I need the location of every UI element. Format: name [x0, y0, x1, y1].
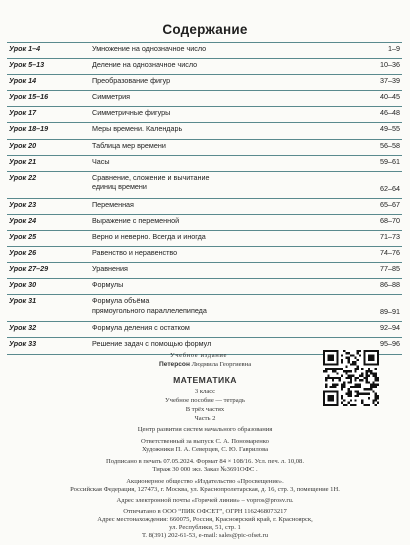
order-info: Тираж 30 000 экз. Заказ №3691ОФС .	[152, 466, 258, 473]
toc-topic-line: Таблица мер времени	[92, 140, 166, 150]
toc-lesson: Урок 24	[9, 215, 37, 225]
toc-row	[7, 155, 402, 171]
toc-topic	[92, 323, 345, 332]
toc-topic	[92, 141, 345, 150]
toc-topic	[92, 60, 345, 69]
toc-topic	[92, 200, 345, 209]
grade: 3 класс	[194, 388, 216, 395]
edition-label: Учебное издание	[170, 352, 228, 359]
toc-topic-line: Переменная	[92, 199, 134, 209]
toc-topic-line: Верно и неверно. Всегда и иногда	[92, 231, 206, 241]
toc-lesson: Урок 5–13	[9, 60, 45, 70]
qr-code	[323, 350, 379, 406]
toc-pages	[345, 248, 402, 257]
toc-lesson: Урок 1–4	[9, 44, 41, 53]
toc-row	[7, 90, 402, 106]
toc-pages-text: 56–58	[380, 140, 400, 150]
toc-row	[7, 139, 402, 155]
toc-lesson: Урок 14	[9, 76, 37, 86]
toc-pages-text: 89–91	[380, 307, 400, 317]
printer-street: ул. Республики, 51, стр. 1	[169, 524, 241, 531]
toc-lesson: Урок 26	[9, 248, 37, 258]
hotline: Адрес электронной почты «Горячей линии» – vopros@prosv.ru.	[116, 497, 294, 504]
toc-topic	[92, 248, 345, 257]
toc-pages-text: 68–70	[380, 215, 400, 225]
toc-topic-line: Уравнения	[92, 264, 128, 274]
toc-topic-line: Преобразование фигур	[92, 76, 171, 86]
toc-pages-text: 59–61	[380, 156, 400, 166]
toc-topic	[92, 232, 345, 241]
toc-pages	[345, 232, 402, 241]
toc-pages	[345, 323, 402, 332]
toc-topic	[92, 108, 345, 117]
toc-pages	[345, 92, 402, 101]
toc-pages-text: 49–55	[380, 124, 400, 134]
toc-lesson: Урок 21	[9, 156, 37, 166]
toc-row	[7, 230, 402, 246]
toc-lesson: Урок 23	[9, 199, 37, 209]
toc-topic-line: Сравнение, сложение и вычитание	[92, 172, 210, 182]
toc-lesson: Урок 27–29	[9, 264, 49, 274]
toc-topic	[92, 264, 345, 273]
toc-topic-line: Деление на однозначное число	[92, 60, 198, 70]
toc-row	[7, 74, 402, 90]
author-surname: Петерсон	[159, 361, 190, 368]
toc-topic-line: Равенство и неравенство	[92, 248, 178, 258]
toc-lesson: Урок 17	[9, 108, 37, 118]
toc-pages-text: 46–48	[380, 108, 400, 118]
toc-topic	[92, 216, 345, 225]
toc-topic	[92, 296, 345, 314]
printer-location: Адрес местонахождения: 660075, Россия, Красноярский край, г. Красноярск,	[97, 516, 313, 523]
toc-pages-text: 65–67	[380, 199, 400, 209]
toc-topic-line: Часы	[92, 156, 110, 166]
toc-topic-line: Меры времени. Календарь	[92, 124, 183, 134]
artists: Художники П. А. Северцев, С. Ю. Гаврилова	[141, 446, 269, 453]
book-type: Учебное пособие — тетрадь	[164, 397, 246, 404]
print-info: Подписано в печать 07.05.2024. Формат 84 × 108/16. Усл. печ. л. 10,08.	[105, 458, 305, 465]
toc-pages-text: 40–45	[380, 92, 400, 102]
toc-topic-line: Симметрия	[92, 92, 131, 102]
toc-pages-text: 10–36	[380, 60, 400, 70]
toc-topic-line: Формула деления с остатком	[92, 323, 190, 333]
toc-row	[7, 58, 402, 74]
toc-pages	[345, 124, 402, 133]
toc-row	[7, 278, 402, 294]
parts-count: В трёх частях	[185, 406, 225, 413]
toc-topic	[92, 124, 345, 133]
toc-pages	[345, 60, 402, 69]
toc-lesson: Урок 33	[9, 339, 37, 349]
toc-lesson: Урок 25	[9, 231, 37, 241]
toc-lesson: Урок 30	[9, 280, 37, 290]
toc-pages-text: 77–85	[380, 264, 400, 274]
toc-pages	[345, 264, 402, 273]
toc-lesson: Урок 22	[9, 172, 37, 182]
toc-topic	[92, 92, 345, 101]
printer-phone: Т. 8(391) 202-61-53, e-mail: sales@pic-ofset.ru	[141, 532, 269, 539]
toc-topic-line: Решение задач с помощью формул	[92, 339, 212, 349]
toc-pages	[345, 280, 402, 289]
toc-pages	[345, 216, 402, 225]
toc-pages	[345, 108, 402, 117]
toc-lesson: Урок 18–19	[9, 124, 49, 134]
book-title: МАТЕМАТИКА	[173, 375, 237, 385]
toc-lesson: Урок 20	[9, 140, 37, 150]
publisher-address: Российская Федерация, 127473, г. Москва, ул. Краснопролетарская, д. 16, стр. 3, помещение 1Н.	[70, 486, 340, 493]
toc-pages	[345, 173, 402, 193]
toc-pages	[345, 296, 402, 316]
toc-lesson: Урок 15–16	[9, 92, 49, 102]
toc-row	[7, 171, 402, 198]
toc-topic-line: Умножение на однозначное число	[92, 44, 207, 53]
toc-row	[7, 262, 402, 278]
part-number: Часть 2	[194, 415, 216, 422]
toc-pages	[345, 339, 402, 348]
toc-row	[7, 321, 402, 337]
toc-pages-text: 74–76	[380, 248, 400, 258]
toc-lesson: Урок 31	[9, 296, 37, 306]
toc-row	[7, 198, 402, 214]
toc-topic	[92, 76, 345, 85]
toc-pages-text: 86–88	[380, 280, 400, 290]
toc-pages	[345, 200, 402, 209]
toc-pages-text: 95–96	[380, 339, 400, 349]
publisher: Акционерное общество «Издательство «Просвещение».	[126, 478, 284, 485]
toc-topic	[92, 157, 345, 166]
toc-topic-line: Формулы	[92, 280, 124, 290]
toc-row	[7, 214, 402, 230]
toc-row	[7, 246, 402, 262]
toc-topic	[92, 339, 345, 348]
toc-topic	[92, 280, 345, 289]
toc-topic	[92, 44, 345, 53]
toc-pages-text: 62–64	[380, 183, 400, 193]
toc-row	[7, 42, 402, 58]
toc-topic-line: Формула объёма	[92, 296, 150, 306]
toc-pages-text: 37–39	[380, 76, 400, 86]
toc-pages	[345, 76, 402, 85]
contents-title: Содержание	[162, 22, 248, 37]
toc-pages	[345, 141, 402, 150]
toc-pages	[345, 44, 402, 53]
toc-topic-line: Выражение с переменной	[92, 215, 180, 225]
toc-row	[7, 294, 402, 321]
toc-row	[7, 122, 402, 138]
author	[159, 361, 251, 369]
center-name: Центр развития систем начального образования	[137, 426, 273, 433]
toc-topic-line: Симметричные фигуры	[92, 108, 171, 118]
contents-table	[7, 42, 402, 355]
toc-pages-text: 71–73	[380, 231, 400, 241]
toc-pages-text: 92–94	[380, 323, 400, 333]
toc-topic	[92, 173, 345, 191]
toc-row	[7, 106, 402, 122]
author-name: Людмила Георгиевна	[191, 361, 252, 368]
toc-pages	[345, 157, 402, 166]
toc-topic-line: прямоугольного параллелепипеда	[92, 305, 207, 315]
toc-lesson: Урок 32	[9, 323, 37, 333]
toc-pages-text: 1–9	[388, 44, 400, 53]
responsible-editor: Ответственный за выпуск С. А. Пономаренко	[141, 438, 269, 445]
toc-topic-line: единиц времени	[92, 181, 147, 191]
printed-at: Отпечатано в ООО “ПИК ОФСЕТ”, ОГРН 1162468073217	[123, 508, 287, 515]
